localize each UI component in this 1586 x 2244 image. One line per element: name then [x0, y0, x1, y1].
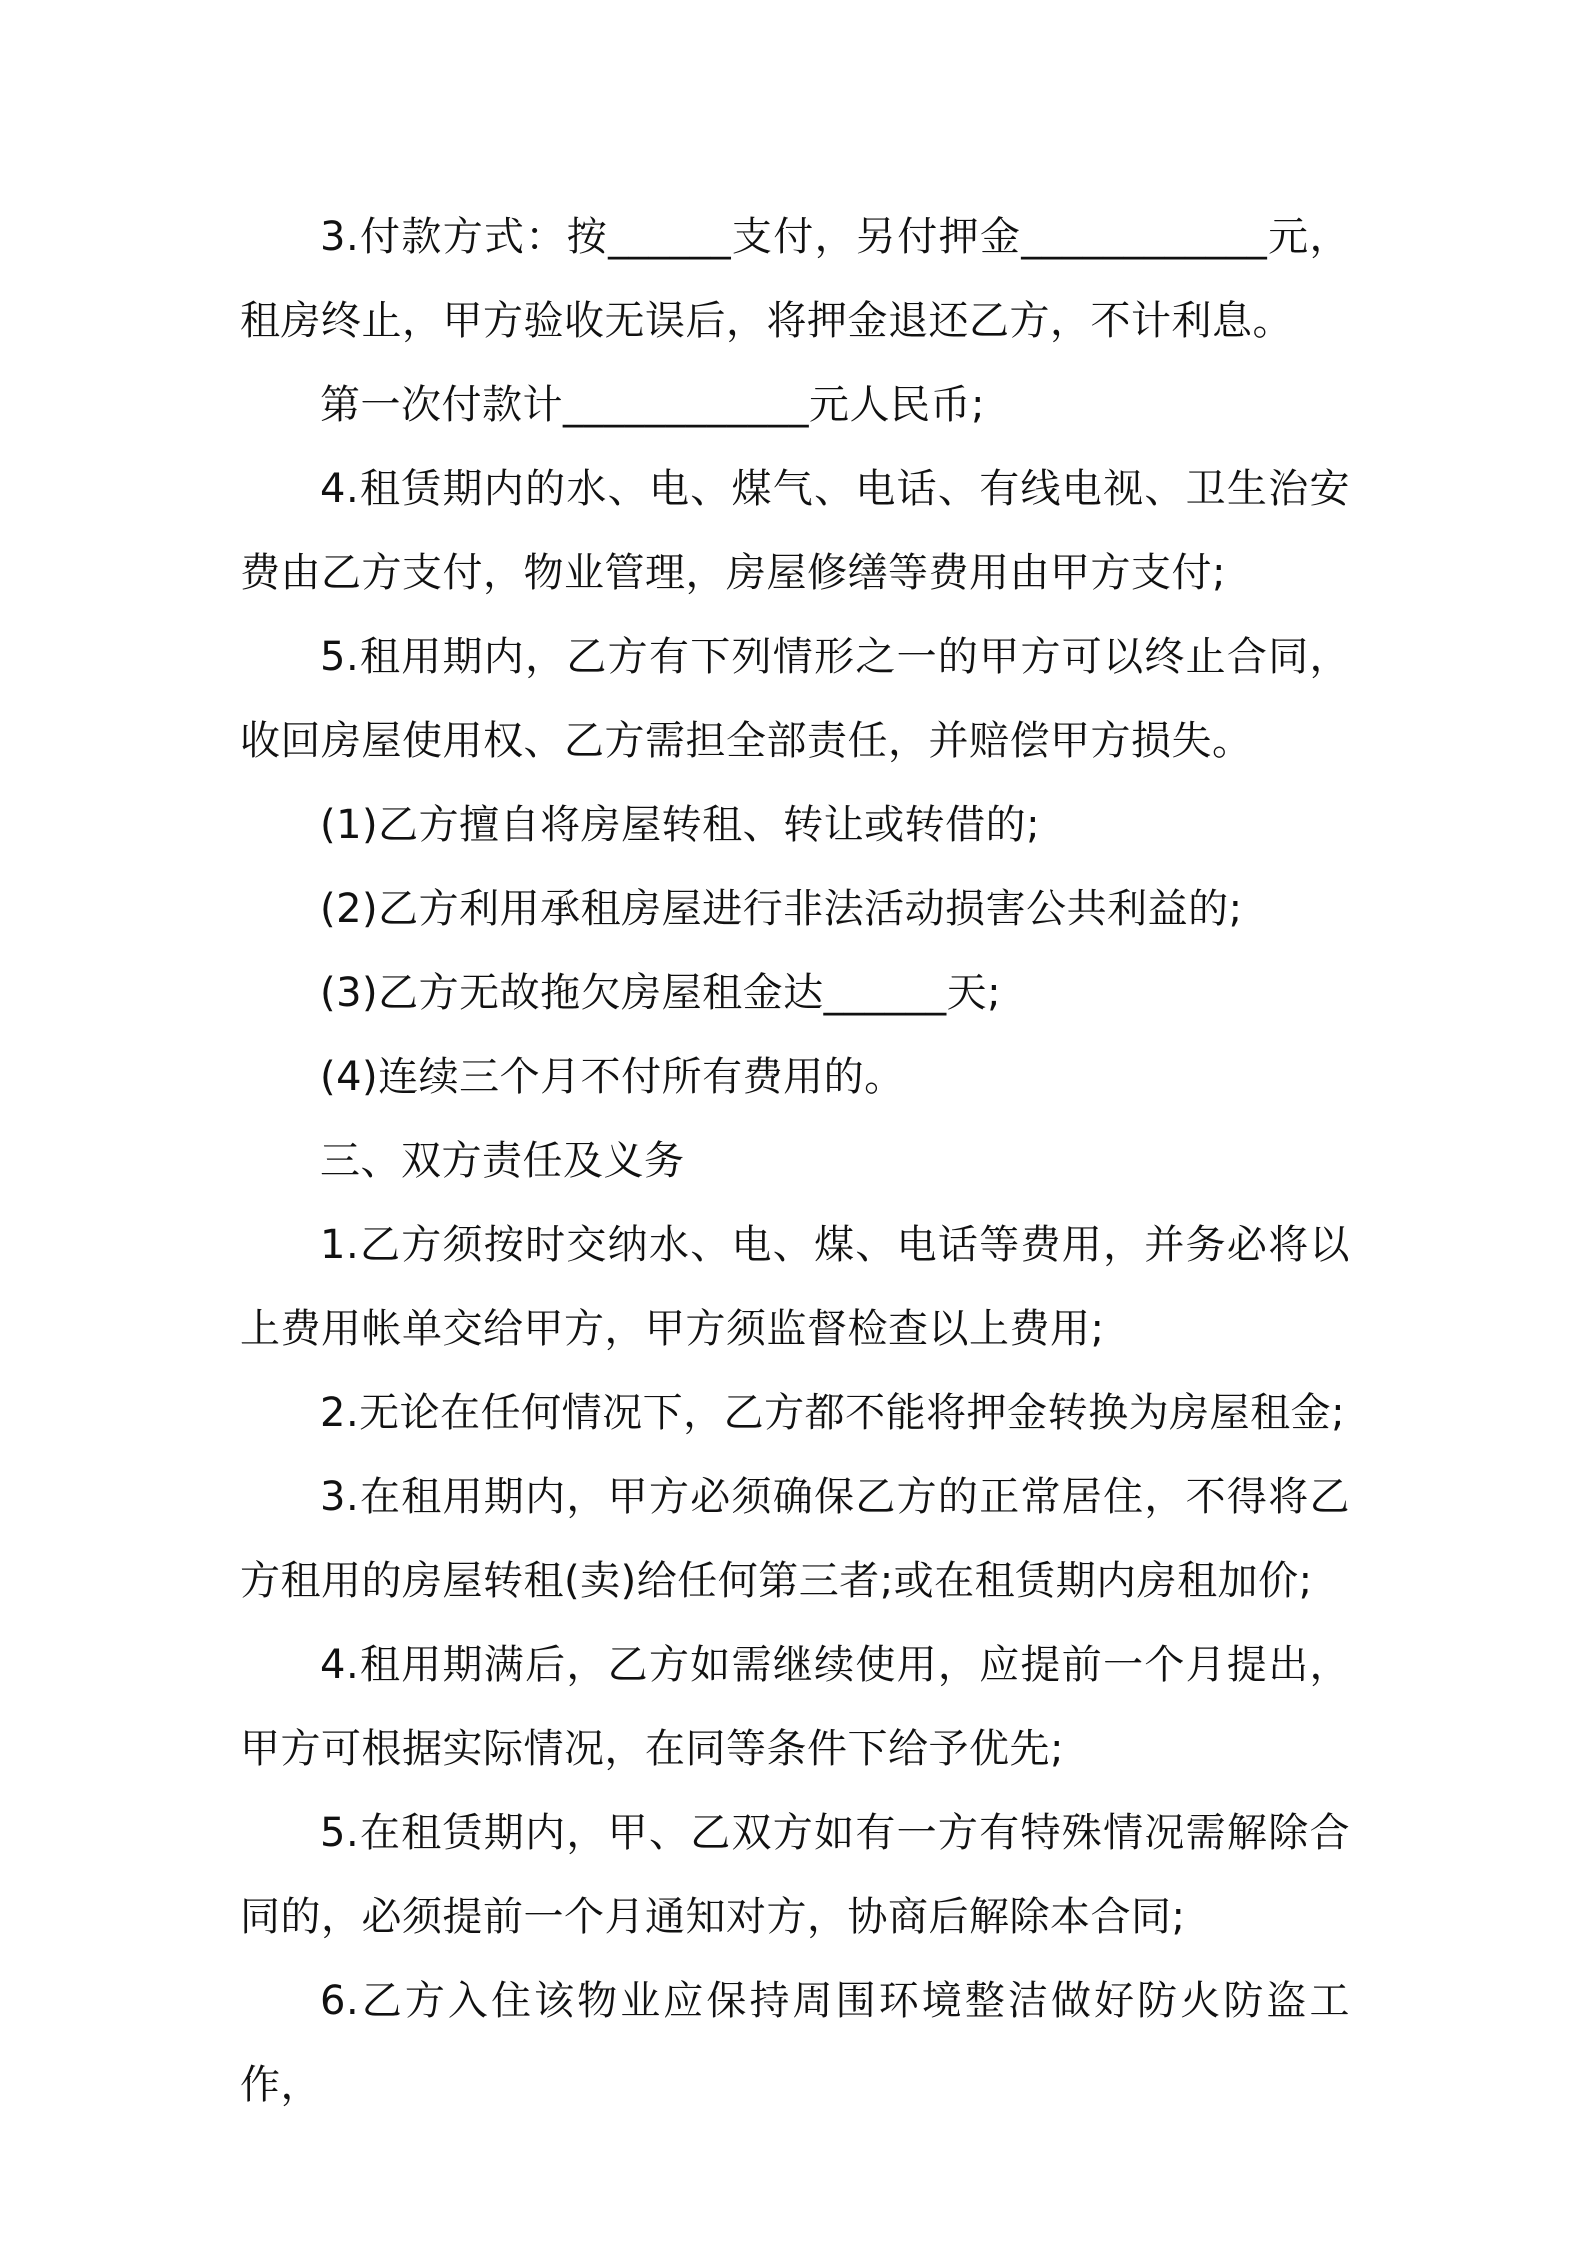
paragraph-duty-1: 1.乙方须按时交纳水、电、煤、电话等费用，并务必将以上费用帐单交给甲方，甲方须监督检查以上费用;: [240, 1222, 1350, 1352]
paragraph-utilities: 4.租赁期内的水、电、煤气、电话、有线电视、卫生治安费由乙方支付，物业管理，房屋修缮等费用由甲方支付;: [240, 466, 1350, 596]
paragraph-clause-3: (3)乙方无故拖欠房屋租金达______天;: [320, 970, 1002, 1016]
document-body: [240, 195, 1350, 2127]
paragraph-duty-4: 4.租用期满后，乙方如需继续使用，应提前一个月提出，甲方可根据实际情况，在同等条件下给予优先;: [240, 1642, 1350, 1772]
section-heading-responsibilities: 三、双方责任及义务: [320, 1138, 685, 1184]
paragraph-duty-3: 3.在租用期内，甲方必须确保乙方的正常居住，不得将乙方租用的房屋转租(卖)给任何第三者;或在租赁期内房租加价;: [240, 1474, 1350, 1604]
paragraph-duty-2: 2.无论在任何情况下，乙方都不能将押金转换为房屋租金;: [320, 1390, 1346, 1436]
paragraph-first-payment: 第一次付款计____________元人民币;: [320, 382, 985, 428]
paragraph-clause-1: (1)乙方擅自将房屋转租、转让或转借的;: [320, 802, 1041, 848]
paragraph-payment-method: 3.付款方式：按______支付，另付押金____________元，租房终止，甲方验收无误后，将押金退还乙方，不计利息。: [240, 214, 1350, 344]
paragraph-termination: 5.租用期内，乙方有下列情形之一的甲方可以终止合同，收回房屋使用权、乙方需担全部责任，并赔偿甲方损失。: [240, 634, 1350, 764]
paragraph-duty-5: 5.在租赁期内，甲、乙双方如有一方有特殊情况需解除合同的，必须提前一个月通知对方，协商后解除本合同;: [240, 1810, 1350, 1940]
paragraph-clause-4: (4)连续三个月不付所有费用的。: [320, 1054, 905, 1100]
paragraph-duty-6: 6.乙方入住该物业应保持周围环境整洁做好防火防盗工作，: [240, 1978, 1350, 2108]
paragraph-clause-2: (2)乙方利用承租房屋进行非法活动损害公共利益的;: [320, 886, 1243, 932]
